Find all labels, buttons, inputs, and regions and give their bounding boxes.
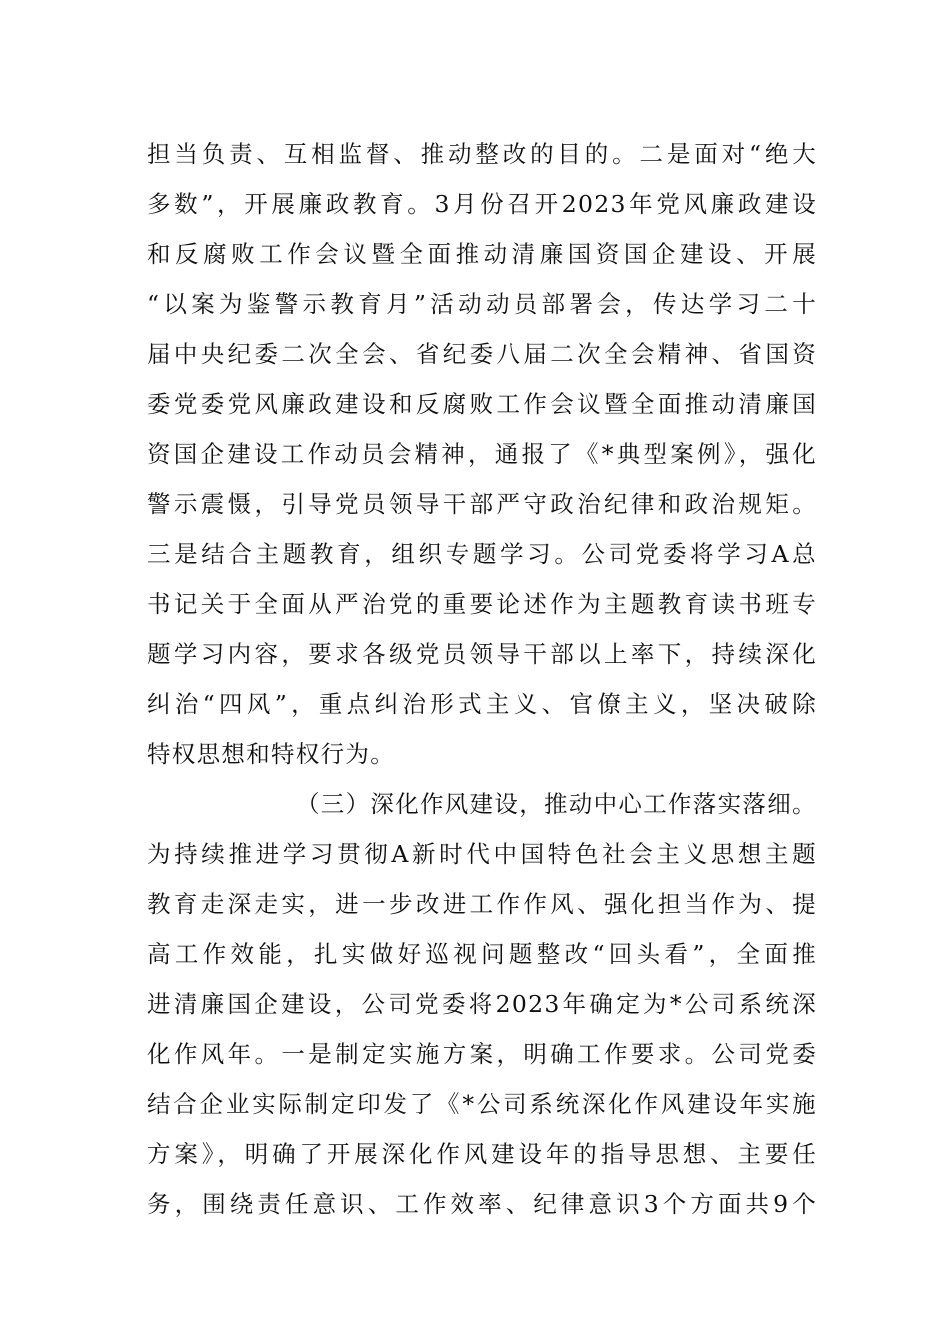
text-line: 进清廉国企建设，公司党委将2023年确定为*公司系统深 <box>147 990 817 1018</box>
text-line: 资国企建设工作动员会精神，通报了《*典型案例》，强化 <box>147 440 817 468</box>
text-line: 纠治“四风”，重点纠治形式主义、官僚主义，坚决破除 <box>147 690 817 718</box>
text-line: 结合企业实际制定印发了《*公司系统深化作风建设年实施 <box>147 1090 817 1118</box>
text-line: 警示震慑，引导党员领导干部严守政治纪律和政治规矩。 <box>147 490 817 518</box>
text-line: 务，围绕责任意识、工作效率、纪律意识3个方面共9个 <box>147 1190 817 1218</box>
text-line: 高工作效能，扎实做好巡视问题整改“回头看”，全面推 <box>147 940 817 968</box>
text-line: 担当负责、互相监督、推动整改的目的。二是面对“绝大 <box>147 140 817 168</box>
section-heading: （三）深化作风建设，推动中心工作落实落细。 <box>296 790 817 818</box>
text-line: 方案》，明确了开展深化作风建设年的指导思想、主要任 <box>147 1140 817 1168</box>
text-line: 届中央纪委二次全会、省纪委八届二次全会精神、省国资 <box>147 340 817 368</box>
text-line: 化作风年。一是制定实施方案，明确工作要求。公司党委 <box>147 1040 817 1068</box>
text-line: 书记关于全面从严治党的重要论述作为主题教育读书班专 <box>147 590 817 618</box>
text-line: 委党委党风廉政建设和反腐败工作会议暨全面推动清廉国 <box>147 390 817 418</box>
text-line: “以案为鉴警示教育月”活动动员部署会，传达学习二十 <box>147 290 817 318</box>
text-line: 为持续推进学习贯彻A新时代中国特色社会主义思想主题 <box>147 840 817 868</box>
text-line: 教育走深走实，进一步改进工作作风、强化担当作为、提 <box>147 890 817 918</box>
text-line: 题学习内容，要求各级党员领导干部以上率下，持续深化 <box>147 640 817 668</box>
text-line: 多数”，开展廉政教育。3月份召开2023年党风廉政建设 <box>147 190 817 218</box>
text-line: 三是结合主题教育，组织专题学习。公司党委将学习A总 <box>147 540 817 568</box>
text-line: 特权思想和特权行为。 <box>147 740 395 768</box>
text-line: 和反腐败工作会议暨全面推动清廉国资国企建设、开展 <box>147 240 817 268</box>
